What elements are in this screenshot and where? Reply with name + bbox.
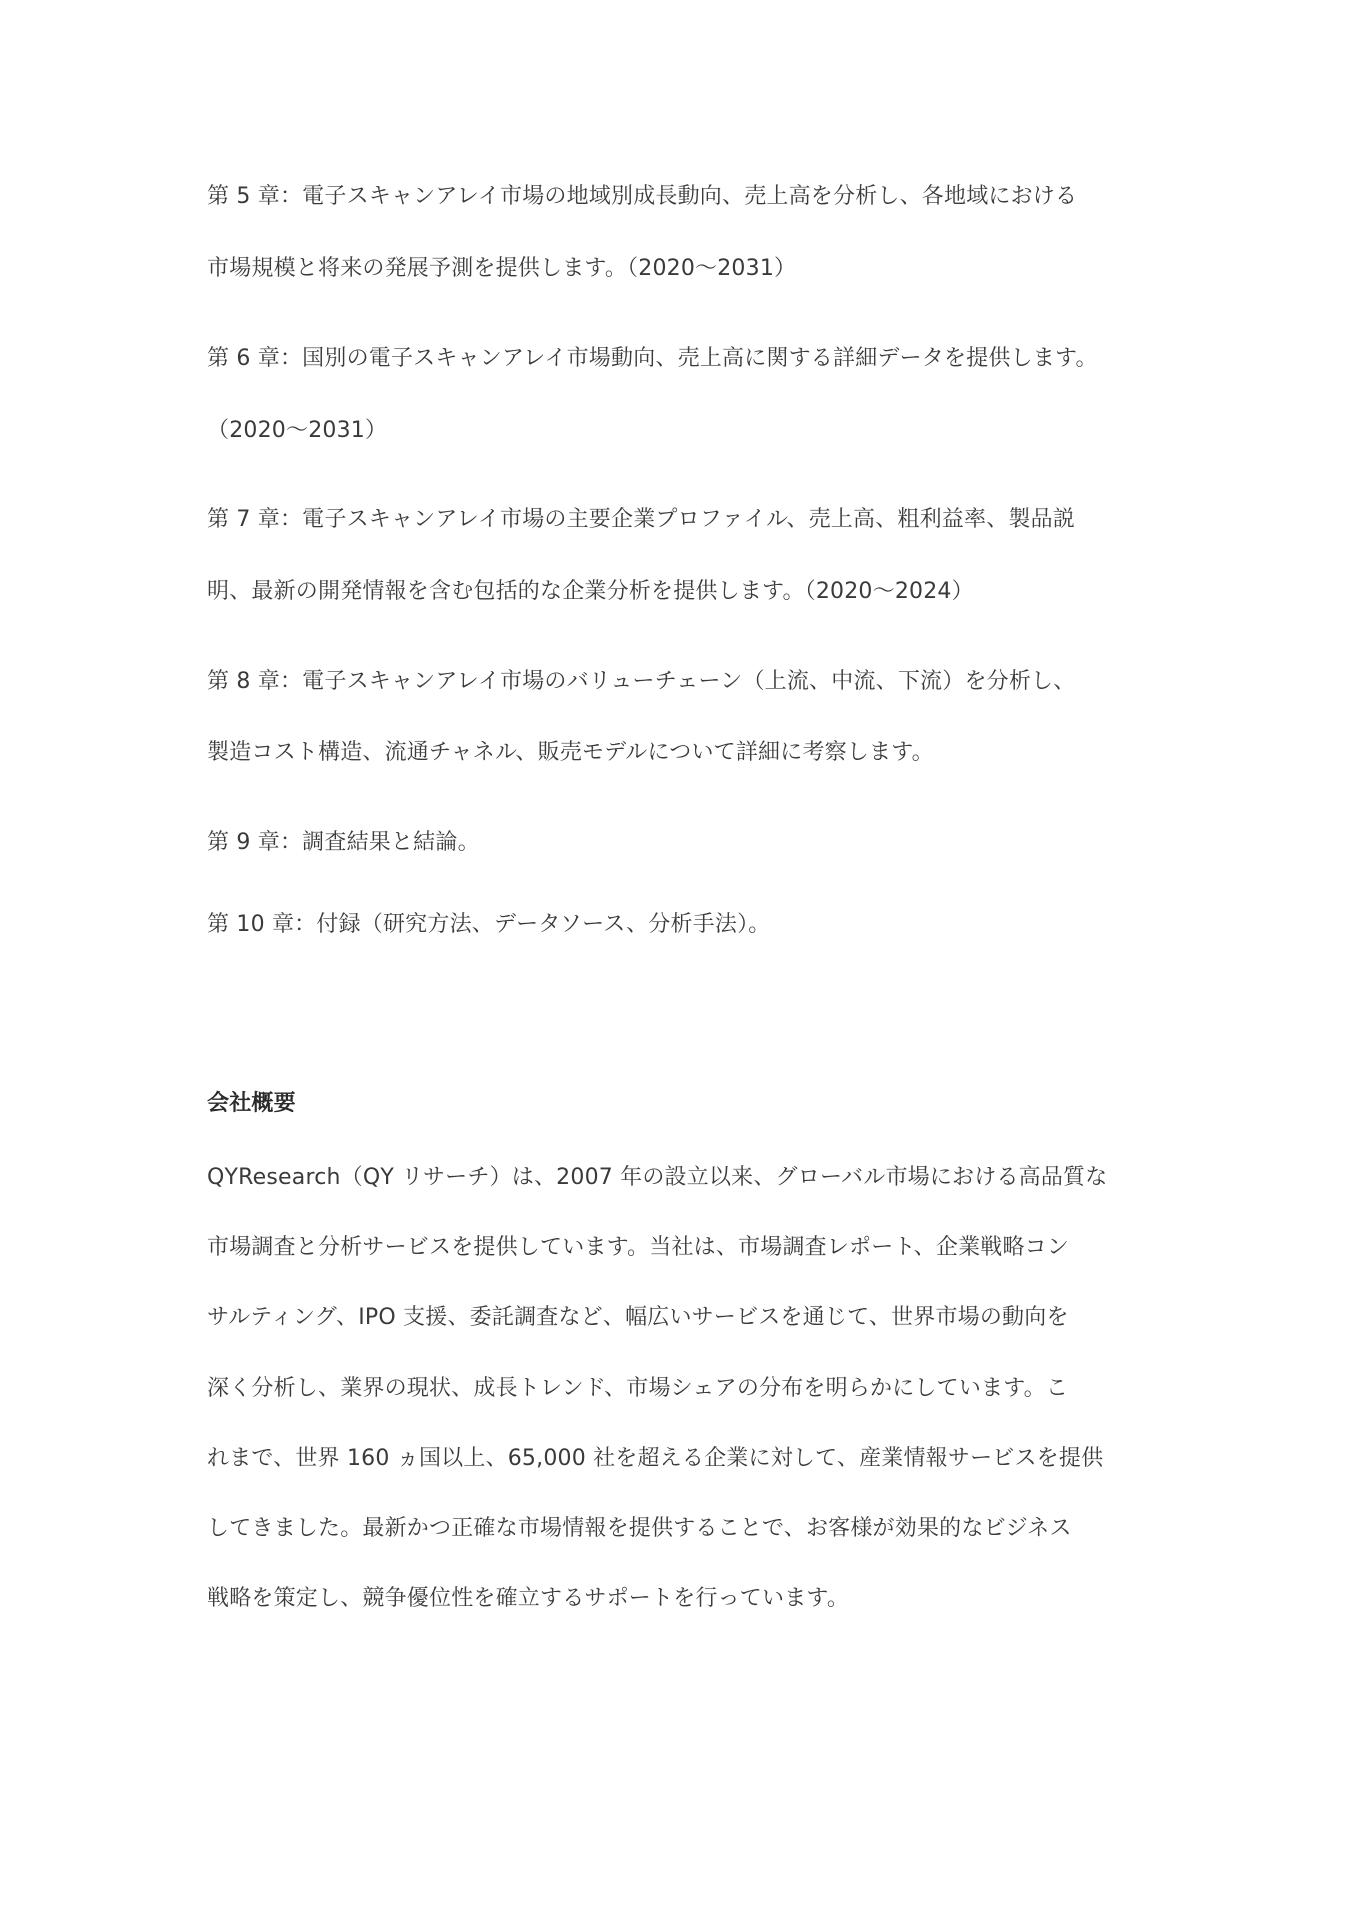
chapter-5-line-1: 第 5 章：電子スキャンアレイ市場の地域別成長動向、売上高を分析し、各地域における xyxy=(207,184,1078,209)
chapter-9-line-1: 第 9 章：調査結果と結論。 xyxy=(207,830,480,855)
company-line-5: れまで、世界 160 ヵ国以上、65,000 社を超える企業に対して、産業情報サービスを提供 xyxy=(207,1446,1104,1471)
chapter-7-line-2: 明、最新の開発情報を含む包括的な企業分析を提供します。（2020〜2024） xyxy=(207,579,974,604)
company-line-7: 戦略を策定し、競争優位性を確立するサポートを行っています。 xyxy=(207,1586,850,1611)
chapter-6-line-1: 第 6 章：国別の電子スキャンアレイ市場動向、売上高に関する詳細データを提供します。 xyxy=(207,346,1098,371)
chapter-5-line-2: 市場規模と将来の発展予測を提供します。（2020〜2031） xyxy=(207,256,797,281)
company-heading: 会社概要 xyxy=(207,1091,296,1116)
company-line-4: 深く分析し、業界の現状、成長トレンド、市場シェアの分布を明らかにしています。こ xyxy=(207,1376,1069,1401)
company-line-2: 市場調査と分析サービスを提供しています。当社は、市場調査レポート、企業戦略コン xyxy=(207,1235,1070,1260)
chapter-7-line-1: 第 7 章：電子スキャンアレイ市場の主要企業プロファイル、売上高、粗利益率、製品説 xyxy=(207,507,1076,532)
company-line-1: QYResearch（QY リサーチ）は、2007 年の設立以来、グローバル市場における高品質な xyxy=(207,1165,1108,1190)
chapter-6-line-2: （2020〜2031） xyxy=(207,418,388,443)
chapter-8-line-2: 製造コスト構造、流通チャネル、販売モデルについて詳細に考察します。 xyxy=(207,740,934,765)
company-line-6: してきました。最新かつ正確な市場情報を提供することで、お客様が効果的なビジネス xyxy=(207,1516,1072,1541)
chapter-8-line-1: 第 8 章：電子スキャンアレイ市場のバリューチェーン（上流、中流、下流）を分析し、 xyxy=(207,669,1076,694)
chapter-10-line-1: 第 10 章：付録（研究方法、データソース、分析手法）。 xyxy=(207,912,771,937)
company-line-3: サルティング、IPO 支援、委託調査など、幅広いサービスを通じて、世界市場の動向を xyxy=(207,1305,1069,1330)
